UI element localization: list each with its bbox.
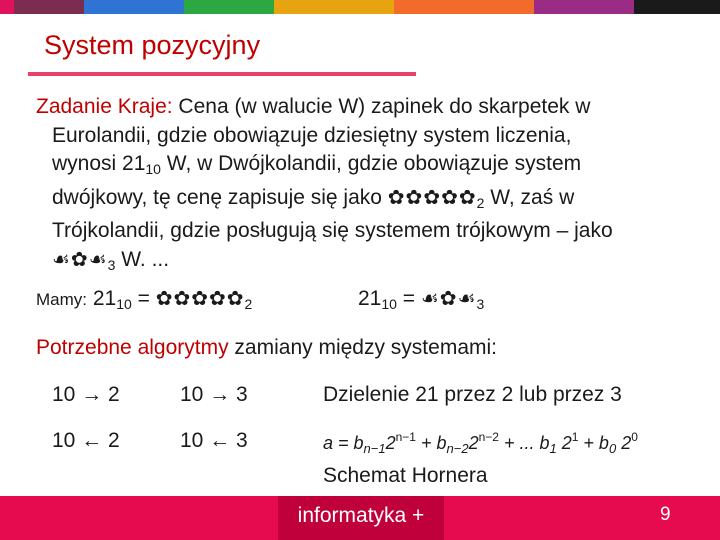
task-line-4 <box>36 184 696 218</box>
subscript: 3 <box>107 256 116 273</box>
task-line-1 <box>36 93 696 122</box>
subscript: 10 <box>381 296 397 312</box>
top-bar-segment <box>394 0 534 14</box>
division-description: Dzielenie 21 przez 2 lub przez 3 <box>323 383 622 406</box>
task-text: W, zaś w <box>484 185 575 209</box>
subscript: 2 <box>476 194 485 211</box>
conversion-10-to-2: 10 → 2 <box>52 383 120 406</box>
ternary-equation <box>358 286 484 312</box>
subscript: 10 <box>145 161 161 177</box>
page-number: 9 <box>660 504 671 525</box>
task-text: W. ... <box>115 247 170 271</box>
subscript: 2 <box>244 296 253 312</box>
equals: = <box>131 287 156 310</box>
equals: = <box>396 287 421 310</box>
task-paragraph <box>36 93 696 279</box>
task-line-6 <box>36 246 696 280</box>
mamy-label: Mamy: <box>36 290 87 309</box>
subscript: 10 <box>116 296 132 312</box>
task-text: W, w Dwójkolandii, gdzie obowiązuje system <box>160 152 582 175</box>
top-bar-segment <box>534 0 634 14</box>
task-line-2: Eurolandii, gdzie obowiązuje dziesiętny system liczenia, <box>52 123 572 147</box>
task-label: Zadanie Kraje: <box>36 95 173 118</box>
flower-glyphs-icon: ✿✿✿✿✿ <box>387 186 477 209</box>
task-line-3 <box>36 150 696 184</box>
conversion-3-to-10: 10 ← 3 <box>180 429 248 452</box>
algorithms-highlight: Potrzebne algorytmy <box>36 336 229 359</box>
number: 21 <box>358 287 382 310</box>
task-text: dwójkowy, tę cenę zapisuje się jako <box>52 185 388 209</box>
task-line-5: Trójkolandii, gdzie posługują się systemem trójkowym – jako <box>52 219 613 242</box>
top-bar-segment <box>84 0 184 14</box>
footer-brand: informatyka + <box>297 504 425 527</box>
horner-formula: $a = b_{n-1}2^{n-1} + b_{n-2}2^{n-2}$ + ... $b_1$ $2^1 + b_0$ $2^0$ <box>323 430 638 456</box>
slide-title: System pozycyjny <box>44 30 261 60</box>
top-color-bar <box>0 0 720 14</box>
top-bar-segment <box>0 0 14 14</box>
top-bar-segment <box>634 0 720 14</box>
conversion-10-to-3: 10 → 3 <box>180 383 248 406</box>
mamy-equation <box>36 286 252 312</box>
leaf-glyphs-icon: ☙✿☙ <box>52 248 108 271</box>
conversion-2-to-10: 10 ← 2 <box>52 429 120 452</box>
subscript: 3 <box>476 296 485 312</box>
algorithms-text: zamiany między systemami: <box>228 336 497 359</box>
task-text: Cena (w walucie W) zapinek do skarpetek w <box>172 95 591 118</box>
number: 21 <box>87 287 117 310</box>
horner-scheme-label: Schemat Hornera <box>323 464 488 487</box>
top-bar-segment <box>14 0 84 14</box>
leaf-glyphs-icon: ☙✿☙ <box>420 288 477 310</box>
algorithms-heading <box>36 336 497 360</box>
top-bar-segment <box>274 0 394 14</box>
task-text: wynosi 21 <box>52 152 146 175</box>
top-bar-segment <box>184 0 274 14</box>
title-underline <box>28 72 416 76</box>
flower-glyphs-icon: ✿✿✿✿✿ <box>155 288 245 310</box>
